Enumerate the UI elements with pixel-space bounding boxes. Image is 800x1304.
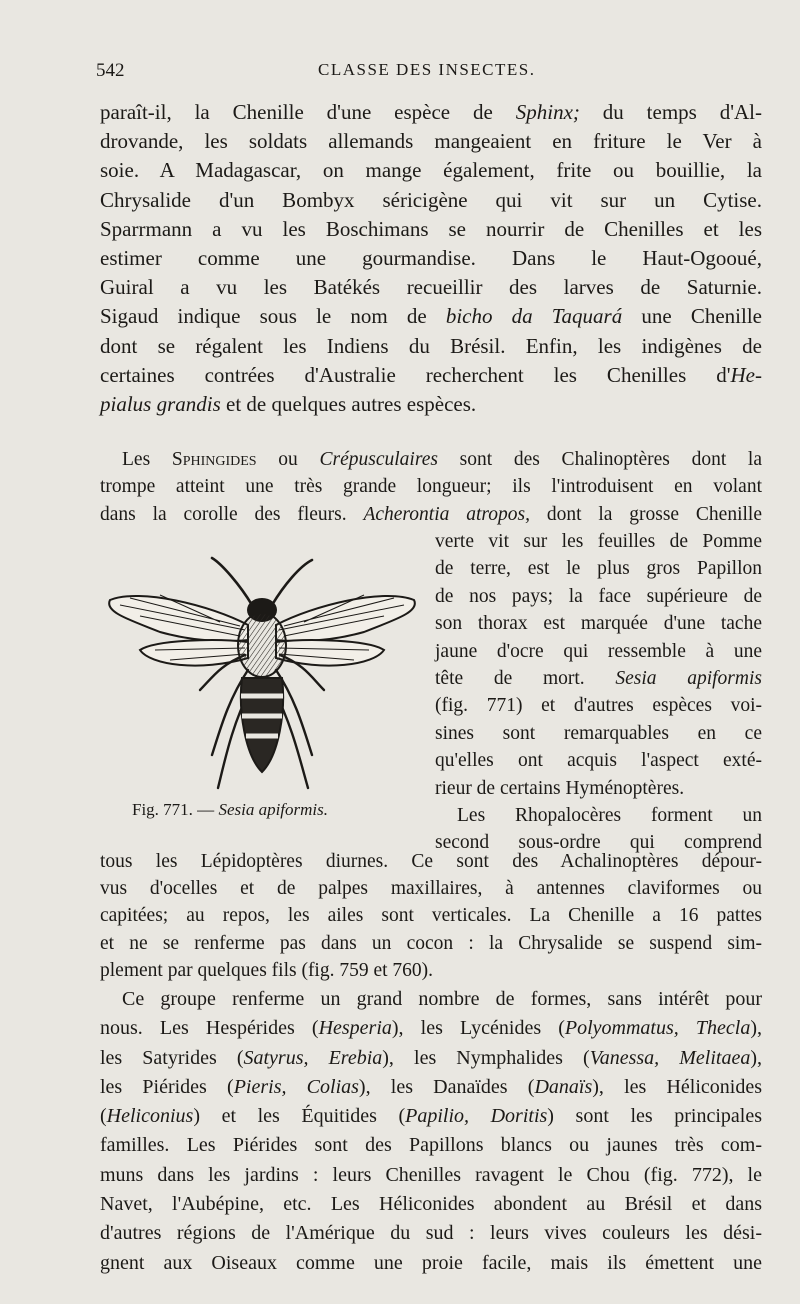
text-line: Sparrmann a vu les Boschimans se nourrir de Chenilles et les	[100, 216, 762, 241]
text-line: gnent aux Oiseaux comme une proie facile, mais ils émettent une	[100, 1251, 762, 1274]
text-line: de nos pays; la face supérieure de	[435, 585, 762, 607]
forewing-left	[109, 595, 248, 641]
body	[238, 598, 286, 772]
text-line: dans la corolle des fleurs. Acherontia atropos, dont la grosse Chenille	[100, 503, 762, 525]
figure-caption: Fig. 771. — Sesia apiformis.	[132, 800, 328, 819]
paragraph-sphingides	[100, 446, 762, 528]
paragraph-rhopaloceres	[100, 848, 762, 984]
text-line: rieur de certains Hyménoptères.	[435, 777, 685, 799]
text-line: (Heliconius) et les Équitides (Papilio, Doritis) sont les principales	[100, 1105, 762, 1128]
text-line: vus d'ocelles et de palpes maxillaires, à antennes claviformes ou	[100, 878, 762, 900]
text-line: nous. Les Hespérides (Hesperia), les Lycénides (Polyommatus, Thecla),	[100, 1017, 762, 1040]
running-head	[96, 60, 736, 86]
text-line: dont se régalent les Indiens du Brésil. Enfin, les indigènes de	[100, 333, 762, 358]
page-number: 542	[96, 60, 125, 81]
text-line: sines sont remarquables en ce	[435, 722, 762, 744]
text-line: Navet, l'Aubépine, etc. Les Héliconides abondent au Brésil et dans	[100, 1193, 762, 1216]
text-line: plement par quelques fils (fig. 759 et 760).	[100, 959, 434, 981]
text-line: estimer comme une gourmandise. Dans le Haut-Ogooué,	[100, 245, 762, 270]
text-line: paraît-il, la Chenille d'une espèce de Sphinx; du temps d'Al-	[100, 100, 762, 124]
text-line: verte vit sur les feuilles de Pomme	[435, 531, 762, 552]
text-line: les Satyrides (Satyrus, Erebia), les Nymphalides (Vanessa, Melitaea),	[100, 1046, 763, 1069]
text-line: pialus grandis et de quelques autres espèces.	[100, 391, 477, 416]
paragraph-chenilles-food	[100, 98, 762, 419]
text-line: son thorax est marquée d'une tache	[435, 613, 762, 635]
text-line: tête de mort. Sesia apiformis	[435, 667, 762, 689]
text-line: drovande, les soldats allemands mangeaient en friture le Ver à	[100, 129, 762, 154]
running-title: CLASSE DES INSECTES.	[318, 60, 536, 79]
antennae	[212, 558, 312, 605]
text-line: muns dans les jardins : leurs Chenilles ravagent le Chou (fig. 772), le	[100, 1163, 762, 1186]
sesia-apiformis-illustration	[100, 550, 425, 795]
text-line: de terre, est le plus gros Papillon	[435, 558, 762, 580]
wrapped-text-beside-figure	[435, 528, 762, 857]
text-line: tous les Lépidoptères diurnes. Ce sont des Achalinoptères dépour-	[100, 851, 762, 872]
text-line: Guiral a vu les Batékés recueillir des larves de Saturnie.	[100, 275, 762, 300]
text-line: les Piérides (Pieris, Colias), les Danaïdes (Danaïs), les Héliconides	[100, 1075, 763, 1098]
paragraph-families	[100, 985, 762, 1278]
text-line: certaines contrées d'Australie recherchent les Chenilles d'He-	[100, 362, 762, 387]
text-line: second sous-ordre qui comprend	[435, 832, 762, 854]
text-line: qu'elles ont acquis l'aspect exté-	[435, 750, 762, 772]
text-line: soie. A Madagascar, on mange également, frite ou bouillie, la	[100, 158, 762, 183]
text-line: d'autres régions de l'Amérique du sud : leurs vives couleurs les dési-	[100, 1222, 762, 1245]
text-line: Chrysalide d'un Bombyx séricigène qui vit sur un Cytise.	[100, 187, 762, 212]
text-line: Ce groupe renferme un grand nombre de formes, sans intérêt pour	[122, 988, 762, 1010]
text-line: et ne se renferme pas dans un cocon : la Chrysalide se suspend sim-	[100, 932, 762, 954]
text-line: Les Sphingides ou Crépusculaires sont des Chalinoptères dont la	[122, 449, 763, 470]
text-line: Les Rhopalocères forment un	[457, 804, 762, 826]
text-line: Sigaud indique sous le nom de bicho da Taquará une Chenille	[100, 304, 762, 329]
text-line: jaune d'ocre qui ressemble à une	[435, 640, 762, 662]
text-line: (fig. 771) et d'autres espèces voi-	[435, 695, 762, 717]
text-line: trompe atteint une très grande longueur; ils l'introduisent en volant	[100, 476, 762, 498]
text-line: familles. Les Piérides sont des Papillons blancs ou jaunes très com-	[100, 1134, 762, 1157]
forewing-right	[276, 595, 415, 641]
text-line: capitées; au repos, les ailes sont verticales. La Chenille a 16 pattes	[100, 905, 762, 927]
